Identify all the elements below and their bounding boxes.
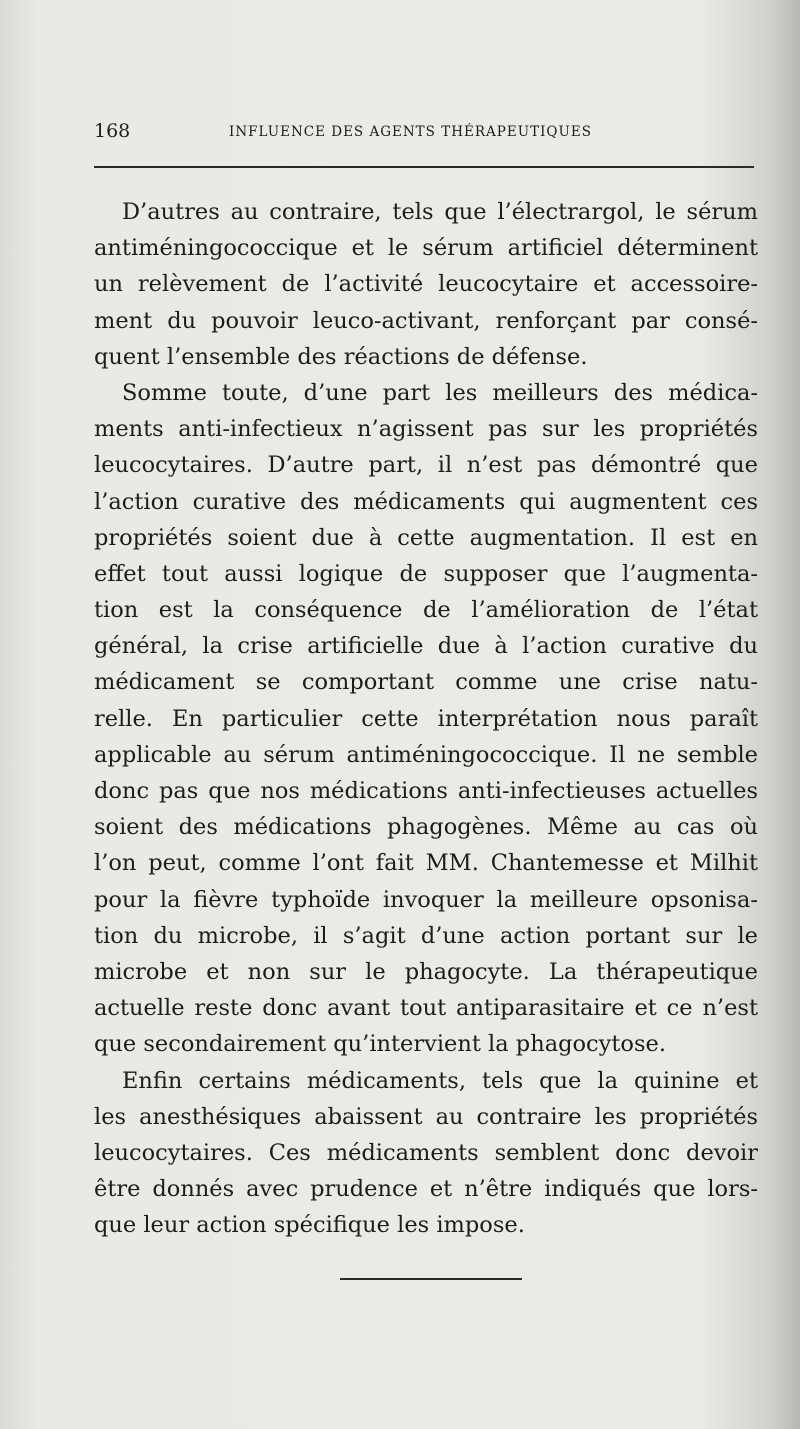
text-line: donc pas que nos médications anti-infectieuses actuelles (94, 778, 758, 804)
text-line: relle. En particulier cette interprétation nous paraît (94, 705, 758, 732)
paragraph-3 (94, 1063, 758, 1244)
text-line: propriétés soient due à cette augmentation. Il est en (94, 524, 758, 551)
text-line: ments anti-infectieux n’agissent pas sur les propriétés (94, 416, 758, 443)
text-line: pour la fièvre typhoïde invoquer la meilleure opsonisa- (94, 886, 758, 913)
text-line: que secondairement qu’intervient la phagocytose. (94, 1031, 666, 1058)
header-rule (94, 166, 754, 168)
text-line: général, la crise artificielle due à l’action curative du (94, 633, 758, 660)
text-line: soient des médications phagogènes. Même au cas où (94, 814, 758, 841)
page-number: 168 (94, 120, 131, 142)
text-line: quent l’ensemble des réactions de défense. (94, 343, 588, 370)
text-line: l’on peut, comme l’ont fait MM. Chantemesse et Milhit (94, 850, 758, 877)
text-line: médicament se comportant comme une crise natu- (94, 669, 758, 696)
text-line: antiméningococcique et le sérum artificiel déterminent (94, 235, 758, 262)
end-rule (340, 1278, 522, 1280)
text-line: l’action curative des médicaments qui augmentent ces (94, 488, 758, 515)
text-line: les anesthésiques abaissent au contraire les propriétés (94, 1103, 758, 1130)
text-line: effet tout aussi logique de supposer que l’augmenta- (94, 560, 758, 587)
text-line: microbe et non sur le phagocyte. La thérapeutique (94, 958, 758, 985)
running-head: INFLUENCE DES AGENTS THÉRAPEUTIQUES (229, 124, 592, 140)
paragraph-1 (94, 194, 758, 375)
body-text (94, 194, 758, 1243)
text-line: leucocytaires. D’autre part, il n’est pas démontré que (94, 452, 758, 479)
text-line: actuelle reste donc avant tout antiparasitaire et ce n’est (94, 995, 758, 1022)
text-line: Enfin certains médicaments, tels que la quinine et (122, 1067, 758, 1094)
paragraph-2 (94, 375, 758, 1063)
text-line: Somme toute, d’une part les meilleurs des médica- (122, 379, 758, 406)
text-line: tion du microbe, il s’agit d’une action portant sur le (94, 922, 758, 949)
text-line: D’autres au contraire, tels que l’électrargol, le sérum (122, 199, 758, 225)
text-line: applicable au sérum antiméningococcique. Il ne semble (94, 741, 758, 768)
text-line: leucocytaires. Ces médicaments semblent donc devoir (94, 1139, 758, 1166)
text-line: que leur action spécifique les impose. (94, 1212, 525, 1239)
text-line: être donnés avec prudence et n’être indiqués que lors- (94, 1176, 758, 1203)
text-line: un relèvement de l’activité leucocytaire et accessoire- (94, 271, 758, 298)
text-line: tion est la conséquence de l’amélioration de l’état (94, 597, 758, 624)
text-line: ment du pouvoir leuco-activant, renforçant par consé- (94, 307, 758, 334)
page-header (94, 120, 754, 150)
